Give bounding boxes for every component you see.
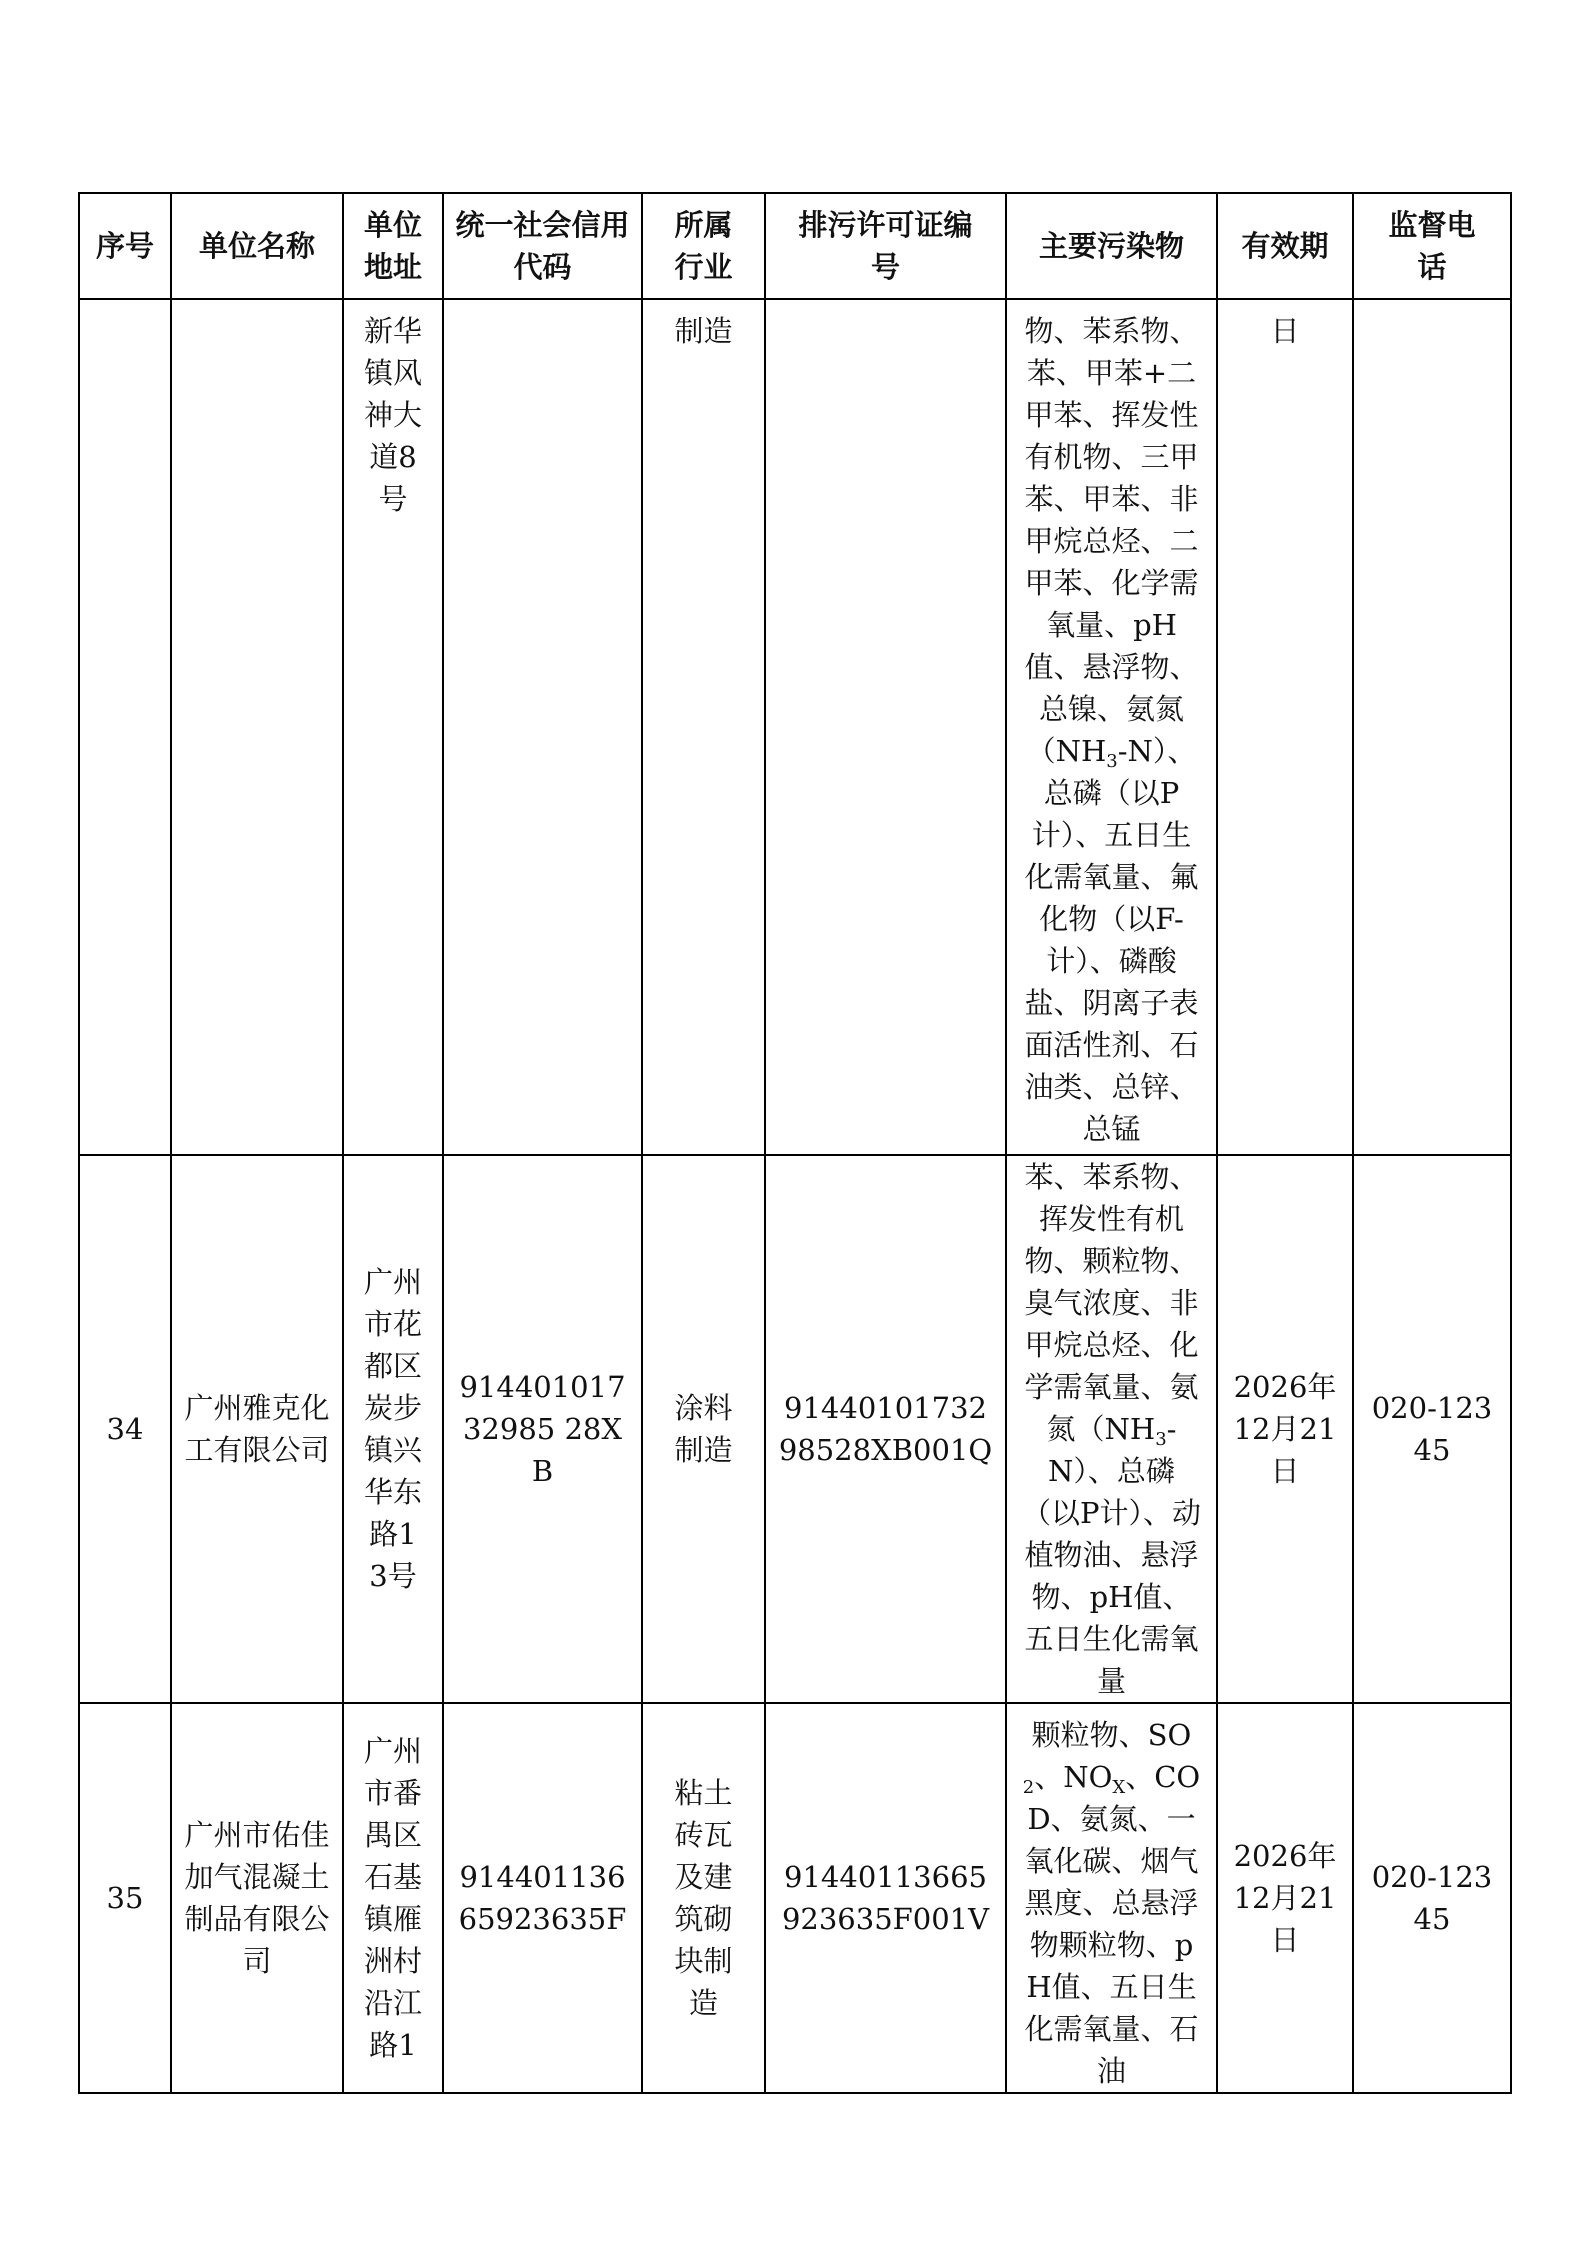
cell-pollutants: 苯、苯系物、挥发性有机物、颗粒物、臭气浓度、非甲烷总烃、化学需氧量、氨氮$(NH_3-N)$、总磷（以P计）、动植物油、悬浮物、pH值、五日生化需氧量 bbox=[1006, 1155, 1217, 1703]
table-row bbox=[79, 299, 1511, 1155]
cell-address: 广州市花都区炭步镇兴华东路13号 bbox=[343, 1155, 443, 1703]
cell-validity: 2026年12月21日 bbox=[1217, 1155, 1353, 1703]
cell-credit-code: 91440113665923635F bbox=[443, 1703, 642, 2093]
cell-validity: 2026年12月21日 bbox=[1217, 1703, 1353, 2093]
cell-seq bbox=[79, 299, 171, 1155]
cell-seq: 34 bbox=[79, 1155, 171, 1703]
header-permit-no: 排污许可证编号 bbox=[765, 193, 1006, 299]
cell-credit-code: 91440101732985 28XB bbox=[443, 1155, 642, 1703]
header-pollutants: 主要污染物 bbox=[1006, 193, 1217, 299]
cell-name: 广州雅克化工有限公司 bbox=[171, 1155, 343, 1703]
header-seq: 序号 bbox=[79, 193, 171, 299]
cell-industry: 粘土砖瓦及建筑砌块制造 bbox=[642, 1703, 765, 2093]
cell-permit-no bbox=[765, 299, 1006, 1155]
cell-validity: 日 bbox=[1217, 299, 1353, 1155]
cell-seq: 35 bbox=[79, 1703, 171, 2093]
cell-phone bbox=[1353, 299, 1511, 1155]
permit-table bbox=[78, 192, 1512, 2094]
cell-address: 新华镇风神大道8号 bbox=[343, 299, 443, 1155]
pollutants-text: 物、苯系物、苯、甲苯+二甲苯、挥发性有机物、三甲苯、甲苯、非甲烷总烃、二甲苯、化学需氧量、pH值、悬浮物、总镍、氨氮 bbox=[1024, 314, 1199, 726]
table-row bbox=[79, 1155, 1511, 1703]
header-credit-code: 统一社会信用代码 bbox=[443, 193, 642, 299]
header-industry: 所属行业 bbox=[642, 193, 765, 299]
cell-credit-code bbox=[443, 299, 642, 1155]
header-name: 单位名称 bbox=[171, 193, 343, 299]
header-row bbox=[79, 193, 1511, 299]
cell-permit-no: 9144010173298528XB001Q bbox=[765, 1155, 1006, 1703]
cell-industry: 涂料制造 bbox=[642, 1155, 765, 1703]
cell-industry: 制造 bbox=[642, 299, 765, 1155]
header-address: 单位地址 bbox=[343, 193, 443, 299]
table-row bbox=[79, 1703, 1511, 2093]
header-validity: 有效期 bbox=[1217, 193, 1353, 299]
cell-name: 广州市佑佳加气混凝土制品有限公司 bbox=[171, 1703, 343, 2093]
cell-pollutants: 物、苯系物、苯、甲苯+二甲苯、挥发性有机物、三甲苯、甲苯、非甲烷总烃、二甲苯、化学需氧量、pH值、悬浮物、总镍、氨氮$(NH_3-N)$、总磷（以P计）、五日生化需氧量、氟化物（以F-计）、磷酸盐、阴离子表面活性剂、石油类、总锌、总锰 bbox=[1006, 299, 1217, 1155]
cell-pollutants: 颗粒物、$SO_2$、$NO_X$、COD、氨氮、一氧化碳、烟气黑度、总悬浮物颗粒物、pH值、五日生化需氧量、石油 bbox=[1006, 1703, 1217, 2093]
cell-phone: 020-12345 bbox=[1353, 1703, 1511, 2093]
header-phone: 监督电话 bbox=[1353, 193, 1511, 299]
cell-permit-no: 91440113665923635F001V bbox=[765, 1703, 1006, 2093]
cell-name bbox=[171, 299, 343, 1155]
cell-phone: 020-12345 bbox=[1353, 1155, 1511, 1703]
cell-address: 广州市番禺区石基镇雁洲村沿江路1 bbox=[343, 1703, 443, 2093]
